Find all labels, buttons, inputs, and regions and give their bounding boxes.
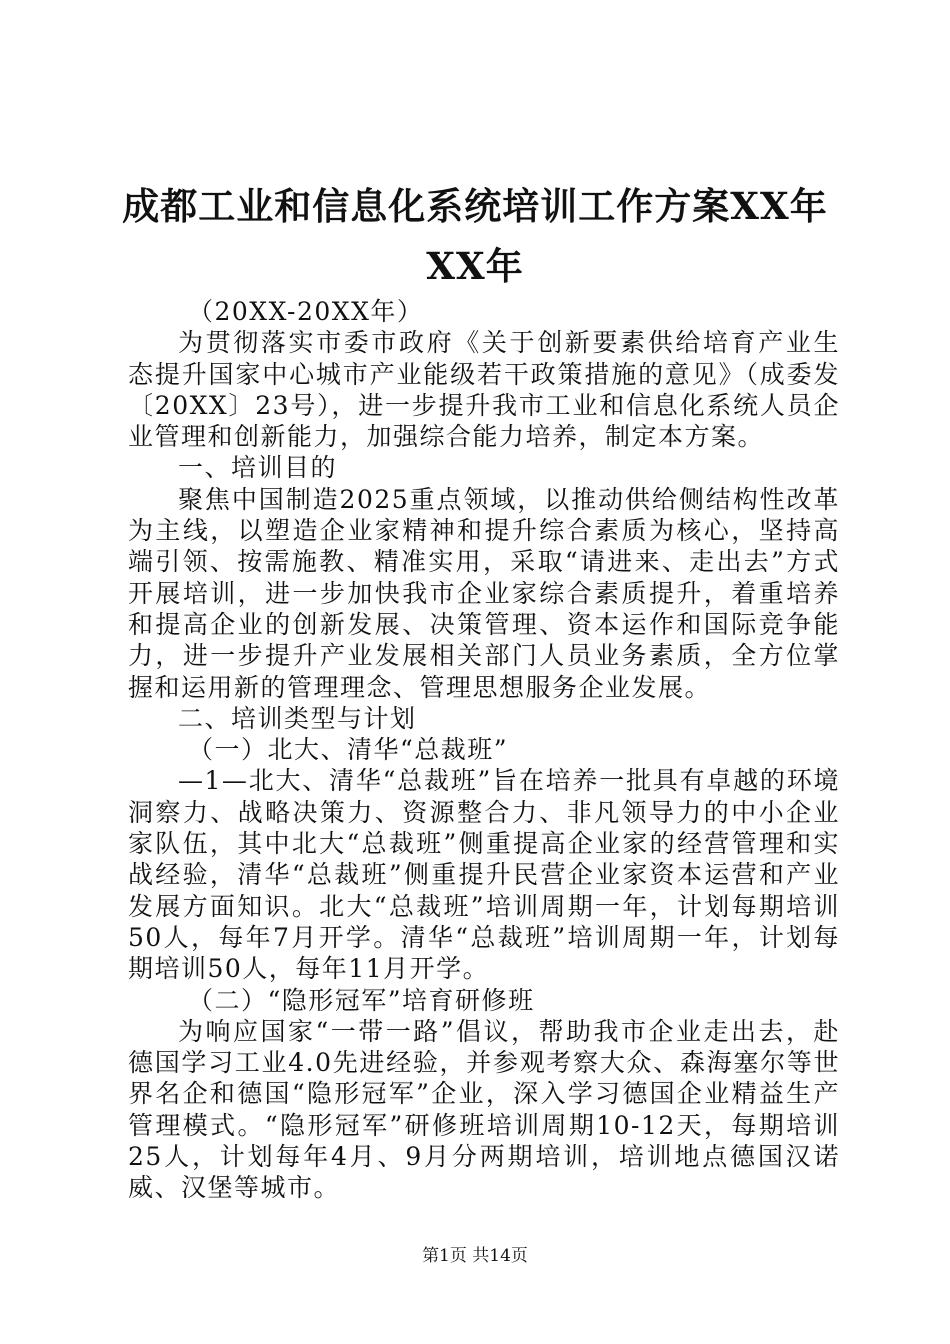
subsection-heading-1: （一）北大、清华“总裁班”	[188, 735, 509, 765]
subsection-heading-2: （二）“隐形冠军”培育研修班	[188, 985, 535, 1015]
section-heading-2: 二、培训类型与计划	[178, 703, 417, 733]
ceo-class-paragraph: —1—北大、清华“总裁班”旨在培养一批具有卓越的环境洞察力、战略决策力、资源整合力、非凡领导力的中小企业家队伍，其中北大“总裁班”侧重提高企业家的经营管理和实战经验，清华“总裁班”侧重提升民营企业家资本运营和产业发展方面知识。北大“总裁班”培训周期一年，计划每期培训50人，每年7月开学。清华“总裁班”培训周期一年，计划每期培训50人，每年11月开学。	[128, 766, 840, 984]
date-range-paragraph: （20XX-20XX年）	[188, 297, 424, 326]
intro-paragraph: 为贯彻落实市委市政府《关于创新要素供给培育产业生态提升国家中心城市产业能级若干政策措施的意见》（成委发〔20XX〕23号），进一步提升我市工业和信息化系统人员企业管理和创新能力，加强综合能力培养，制定本方案。	[128, 328, 840, 452]
document-body	[128, 296, 840, 1204]
hidden-champion-paragraph: 为响应国家“一带一路”倡议，帮助我市企业走出去，赴德国学习工业4.0先进经验，并参观考察大众、森海塞尔等世界名企和德国“隐形冠军”企业，深入学习德国企业精益生产管理模式。“隐形冠军”研修班培训周期10-12天，每期培训25人，计划每年4月、9月分两期培训，培训地点德国汉诺威、汉堡等城市。	[128, 1016, 840, 1203]
section-heading-1: 一、培训目的	[178, 453, 338, 483]
purpose-paragraph: 聚焦中国制造2025重点领域，以推动供给侧结构性改革为主线，以塑造企业家精神和提升综合素质为核心，坚持高端引领、按需施教、精准实用，采取“请进来、走出去”方式开展培训，进一步加快我市企业家综合素质提升，着重培养和提高企业的创新发展、决策管理、资本运作和国际竞争能力，进一步提升产业发展相关部门人员业务素质，全方位掌握和运用新的管理理念、管理思想服务企业发展。	[128, 484, 840, 702]
document-title: 成都工业和信息化系统培训工作方案XX年XX年	[122, 184, 828, 288]
page-number-footer: 第1页 共14页	[422, 1246, 528, 1266]
